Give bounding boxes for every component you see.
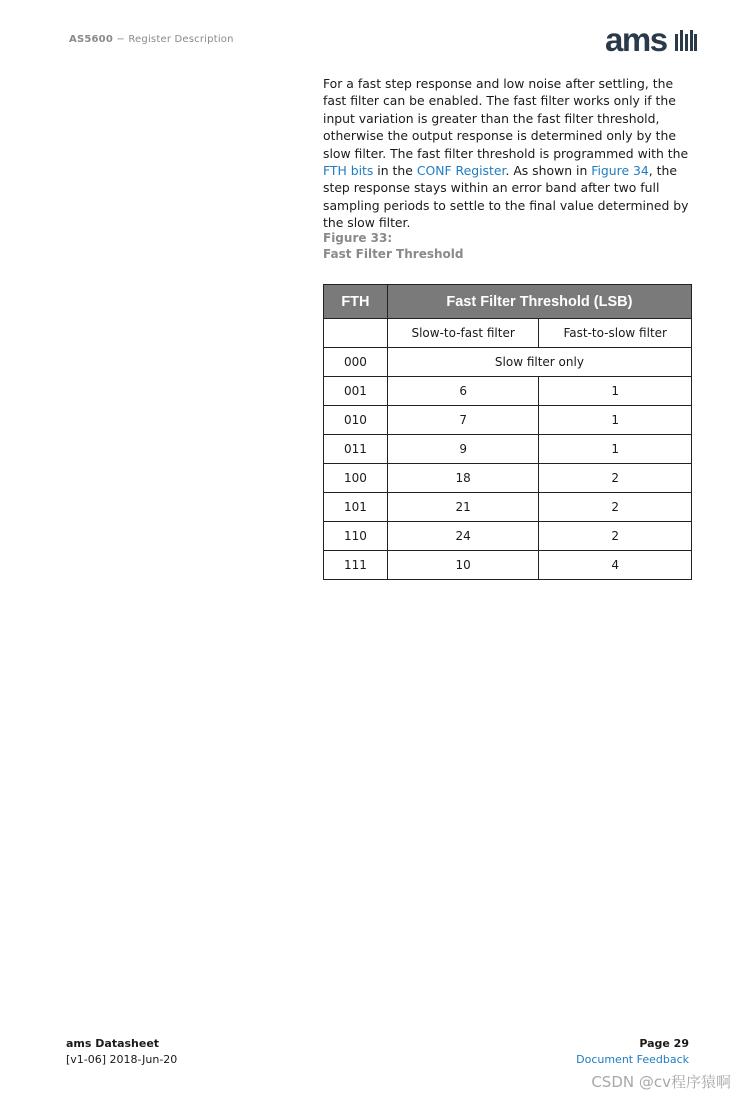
fth-cell: 110 [324,522,388,551]
fth-cell: 100 [324,464,388,493]
slow-to-fast-cell: 6 [387,377,539,406]
page-number: Page 29 [639,1037,689,1050]
table-row [324,493,692,522]
logo-wordmark: ams [605,26,667,54]
document-feedback-link[interactable]: Document Feedback [576,1053,689,1066]
header-section: Register Description [128,34,234,45]
subheader-slow-to-fast: Slow-to-fast filter [387,319,539,348]
fast-to-slow-cell: 1 [539,406,692,435]
conf-register-link[interactable]: CONF Register [416,163,506,179]
table-row [324,406,692,435]
subheader-fast-to-slow: Fast-to-slow filter [539,319,692,348]
body-text-4: , the step response stays within an error band after two full sampling periods to settle to the final value determined by the slow filter. [323,163,689,231]
col-header-threshold: Fast Filter Threshold (LSB) [387,285,691,319]
col-header-fth: FTH [324,285,388,319]
slow-to-fast-cell: 9 [387,435,539,464]
fast-to-slow-cell: 4 [539,551,692,580]
fth-cell: 011 [324,435,388,464]
fast-to-slow-cell: 1 [539,435,692,464]
fast-to-slow-cell: 2 [539,522,692,551]
fast-filter-threshold-table [323,284,692,580]
body-text-2: in the [373,163,417,179]
slow-to-fast-cell: 21 [387,493,539,522]
fth-cell: 010 [324,406,388,435]
table-row [324,435,692,464]
ams-logo [605,26,697,54]
table-header-row [324,285,692,319]
footer-version: [v1-06] 2018-Jun-20 [66,1053,178,1066]
slow-to-fast-cell: 18 [387,464,539,493]
fast-to-slow-cell: 1 [539,377,692,406]
header-separator: − [116,34,125,45]
table-row [324,377,692,406]
fth-cell: 000 [324,348,388,377]
table-row [324,522,692,551]
fth-cell: 101 [324,493,388,522]
fth-cell: 001 [324,377,388,406]
fast-to-slow-cell: 2 [539,464,692,493]
running-header [69,34,234,45]
figure-caption [323,230,463,262]
figure-34-link[interactable]: Figure 34 [591,163,649,179]
fast-to-slow-cell: 2 [539,493,692,522]
watermark: CSDN @cv程序猿啊 [591,1073,731,1091]
table-row [324,348,692,377]
header-product: AS5600 [69,34,113,45]
body-text-3: . As shown in [505,163,592,179]
footer-datasheet: ams Datasheet [66,1037,160,1050]
slow-to-fast-cell: 24 [387,522,539,551]
subheader-empty-cell [324,319,388,348]
footer-left [66,1036,177,1068]
table-row [324,551,692,580]
table-row [324,464,692,493]
fth-bits-link[interactable]: FTH bits [323,163,374,179]
slow-filter-only-cell: Slow filter only [387,348,691,377]
body-text-1: For a fast step response and low noise after settling, the fast filter can be enabled. The fast filter works only if the input variation is greater than the fast filter threshold, otherwise the output response is determined only by the slow filter. The fast filter threshold is programmed with the [323,76,689,161]
footer-right [576,1036,689,1068]
table-subheader-row [324,319,692,348]
fth-cell: 111 [324,551,388,580]
logo-bars [675,30,697,51]
figure-number: Figure 33: [323,231,393,245]
slow-to-fast-cell: 10 [387,551,539,580]
slow-to-fast-cell: 7 [387,406,539,435]
figure-title: Fast Filter Threshold [323,247,464,261]
body-paragraph [323,75,693,232]
